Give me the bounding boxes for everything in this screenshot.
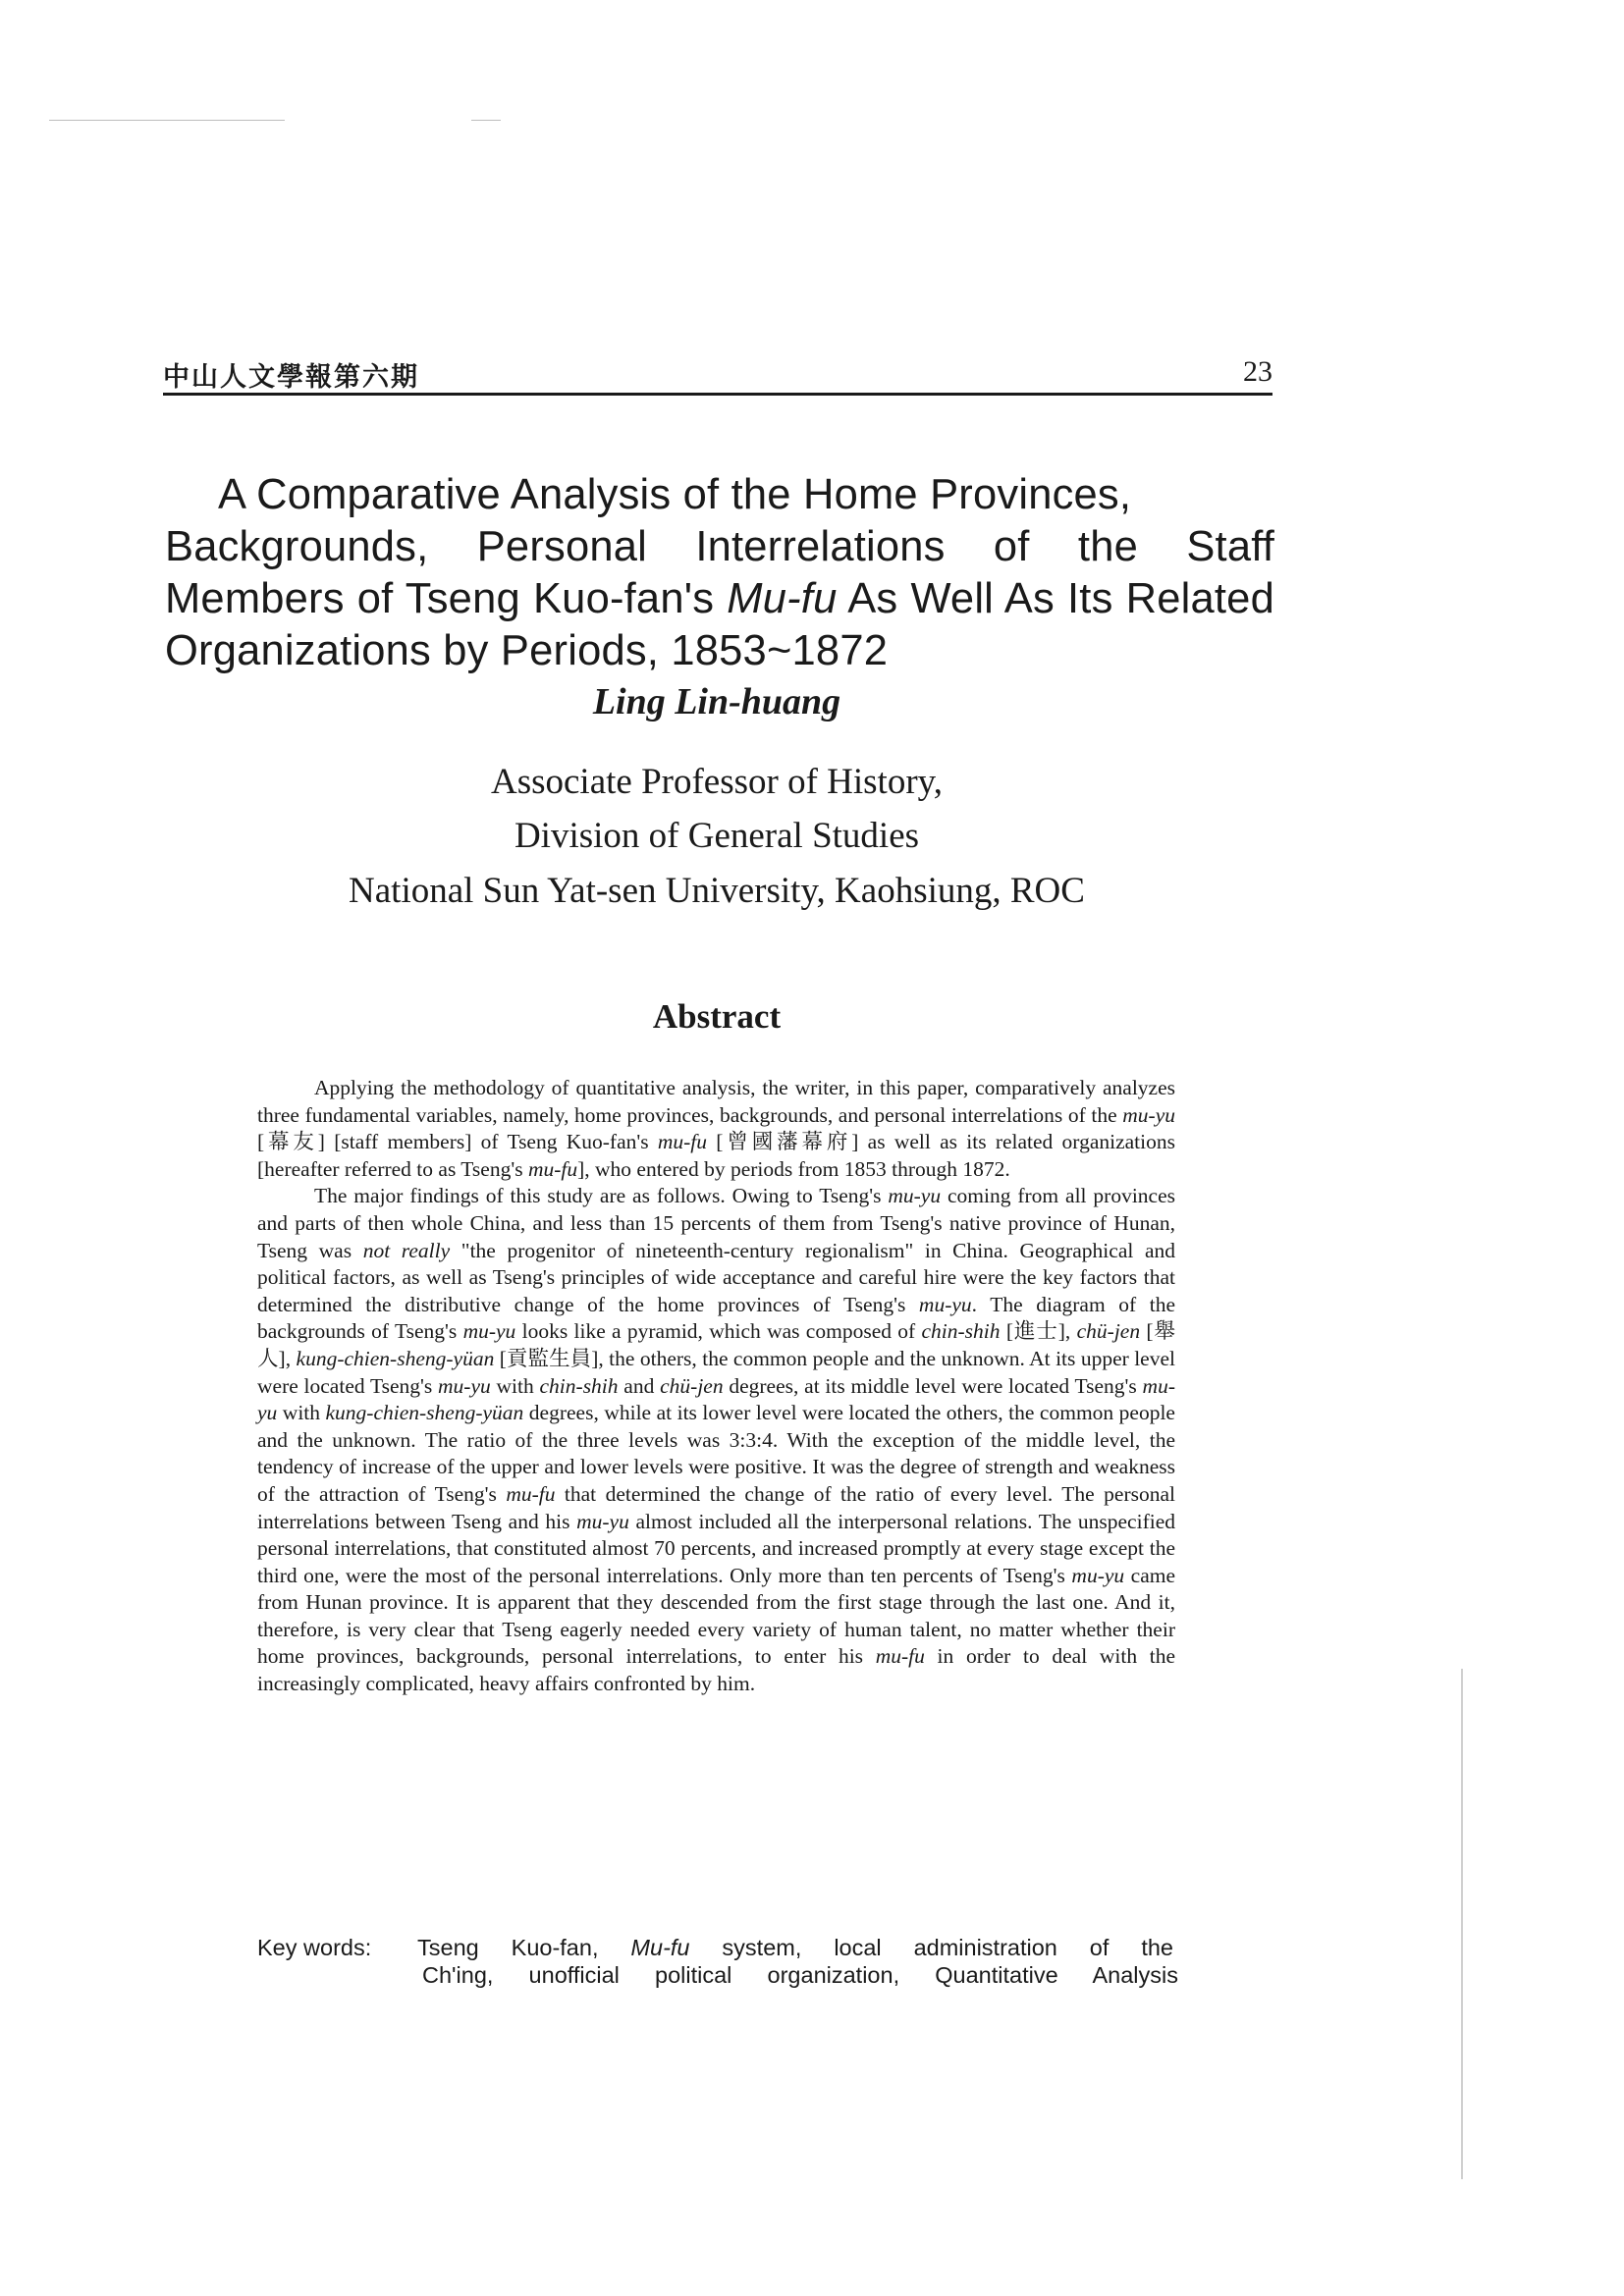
- affiliation-title: Associate Professor of History,: [490, 762, 944, 802]
- journal-name: 中山人文學報第六期: [163, 362, 419, 393]
- affiliation-division: Division of General Studies: [514, 816, 920, 856]
- italic-term: mu-fu: [657, 1130, 708, 1154]
- italic-term: chü-jen: [660, 1373, 724, 1398]
- italic-term: mu-fu: [875, 1644, 925, 1669]
- paragraph-text: [進士],: [1000, 1319, 1077, 1344]
- scan-artifact: [471, 120, 501, 121]
- italic-term: mu-yu: [438, 1373, 491, 1398]
- italic-term: chin-shih: [539, 1373, 619, 1398]
- italic-term: mu-yu: [462, 1319, 516, 1344]
- author-name: Ling Lin-huang: [592, 681, 841, 722]
- page-number: 23: [1243, 355, 1272, 388]
- keywords-italic-term: Mu-fu: [630, 1935, 690, 1960]
- paragraph-text: came from Hunan province. It is apparent that they descended from the first stage through the last one. And it, therefore, is very clear that Tseng eagerly needed every variety of human talent, no matter whether their home provinces, backgrounds, personal interrelations, to enter his: [257, 1563, 1175, 1669]
- paragraph-text: looks like a pyramid, which was composed of: [515, 1319, 922, 1344]
- abstract-body: [257, 1075, 1175, 1698]
- paragraph-text: with: [490, 1373, 540, 1398]
- paragraph-text: The major findings of this study are as follows. Owing to Tseng's: [314, 1184, 889, 1208]
- title-line-1: A Comparative Analysis of the Home Provinces,: [218, 471, 1132, 518]
- keywords-text: system, local administration of the: [689, 1935, 1173, 1960]
- italic-term: mu-yu: [1071, 1563, 1125, 1587]
- paragraph-text: degrees, while at its lower level were located the others, the common people and the unknown. The ratio of the three levels was 3:3:4. With the exception of the middle level, the tendency of increase of the upper and lower levels were positive. It was the degree of strength and weakness of the attraction of Tseng's: [257, 1401, 1175, 1506]
- title-tail: As Well As Its Related Organizations by Periods, 1853~1872: [165, 575, 1274, 674]
- italic-term: mu-fu: [527, 1156, 578, 1181]
- paragraph-text: [貢監生員], the others, the common people and the unknown. At its upper level were located Tseng's: [257, 1346, 1175, 1398]
- italic-term: mu-yu: [918, 1292, 972, 1316]
- keywords-line-2: Ch'ing, unofficial political organization, Quantitative Analysis: [422, 1962, 1178, 1988]
- paragraph-text: [幕友] [staff members] of Tseng Kuo-fan's: [257, 1130, 658, 1154]
- italic-term: chü-jen: [1076, 1319, 1141, 1344]
- italic-term: kung-chien-sheng-yüan: [296, 1346, 495, 1370]
- abstract-paragraph-2: [257, 1183, 1175, 1697]
- scan-artifact: [1461, 1669, 1463, 2179]
- italic-term: mu-fu: [506, 1481, 556, 1506]
- paragraph-text: that determined the change of the ratio of every level. The personal interrelations between Tseng and his: [257, 1481, 1175, 1533]
- scan-artifact: [49, 120, 285, 121]
- paragraph-text: ], who entered by periods from 1853 through 1872.: [577, 1156, 1010, 1181]
- affiliation-university: National Sun Yat-sen University, Kaohsiung, ROC: [349, 871, 1085, 911]
- abstract-heading: Abstract: [652, 997, 782, 1036]
- italic-term: mu-yu: [257, 1373, 1175, 1425]
- italic-term: not really: [362, 1238, 451, 1262]
- keywords-text: Tseng Kuo-fan,: [417, 1935, 631, 1960]
- paragraph-text: [舉人],: [257, 1319, 1175, 1370]
- paragraph-text: in order to deal with the increasingly complicated, heavy affairs confronted by him.: [257, 1644, 1175, 1696]
- paragraph-text: [曾國藩幕府] as well as its related organizations [hereafter referred to as Tseng's: [257, 1130, 1175, 1181]
- paragraph-text: coming from all provinces and parts of then whole China, and less than 15 percents of them from Tseng's native province of Hunan, Tseng was: [257, 1184, 1175, 1262]
- paragraph-text: "the progenitor of nineteenth-century regionalism" in China. Geographical and political factors, as well as Tseng's principles of wide acceptance and careful hire were the key factors that determined the distributive change of the home provinces of Tseng's: [257, 1238, 1175, 1316]
- abstract-paragraph-1: [257, 1075, 1175, 1183]
- italic-term: kung-chien-sheng-yüan: [325, 1401, 524, 1425]
- keywords-line-1: [417, 1934, 1173, 1961]
- running-header: [163, 353, 1272, 396]
- paragraph-text: . The diagram of the backgrounds of Tseng's: [257, 1292, 1176, 1344]
- paragraph-text: with: [277, 1401, 326, 1425]
- keywords-label: Key words:: [257, 1935, 372, 1960]
- paragraph-text: and: [618, 1373, 661, 1398]
- paper-title: [165, 469, 1274, 677]
- italic-term: mu-yu: [888, 1184, 942, 1208]
- italic-term: mu-yu: [576, 1509, 629, 1533]
- paragraph-text: almost included all the interpersonal relations. The unspecified personal interrelations, that constituted almost 70 percents, and increased promptly at every stage except the third one, were the most of the personal interrelations. Only more than ten percents of Tseng's: [257, 1509, 1175, 1587]
- paragraph-text: Applying the methodology of quantitative analysis, the writer, in this paper, comparatively analyzes three fundamental variables, namely, home provinces, backgrounds, and personal interrelations of the: [257, 1076, 1175, 1127]
- title-italic-term: Mu-fu: [727, 575, 838, 622]
- paragraph-text: degrees, at its middle level were located Tseng's: [723, 1373, 1143, 1398]
- italic-term: mu-yu: [1122, 1102, 1175, 1127]
- italic-term: chin-shih: [921, 1319, 1001, 1344]
- title-rest: Backgrounds, Personal Interrelations of the Staff Members of Tseng Kuo-fan's: [165, 523, 1274, 622]
